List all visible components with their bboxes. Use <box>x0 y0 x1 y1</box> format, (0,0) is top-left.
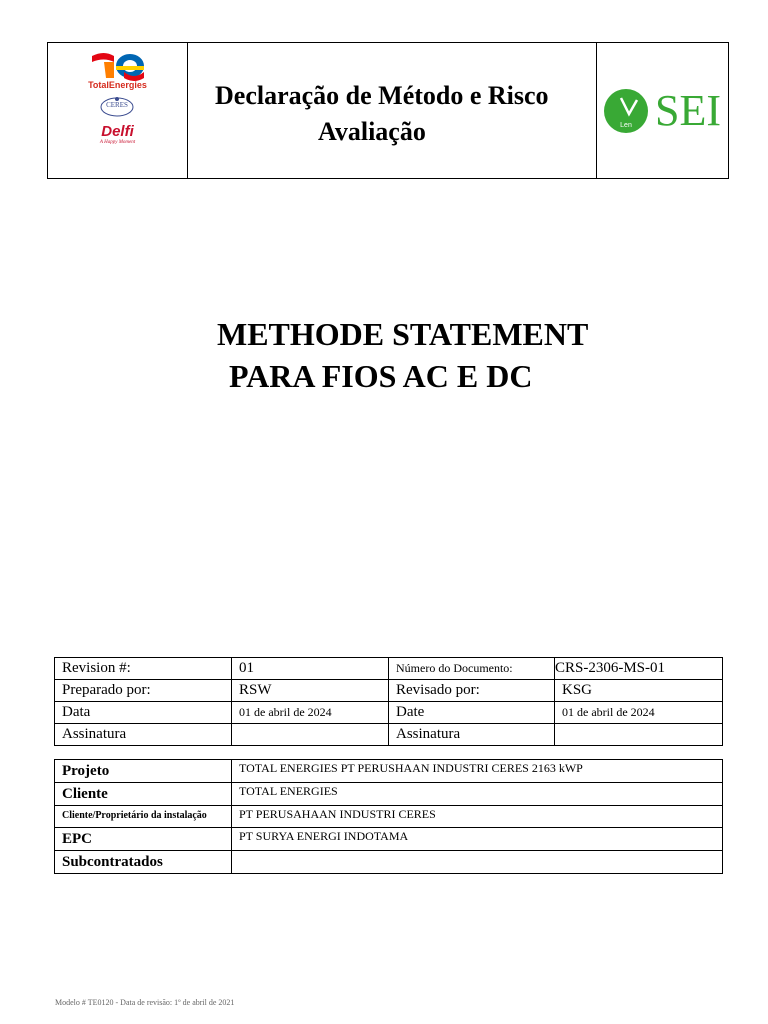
review-date-label: Date <box>389 702 555 724</box>
prepared-by-label: Preparado por: <box>55 680 232 702</box>
sei-wordmark: SEI <box>655 86 721 135</box>
table-row <box>55 658 723 680</box>
owner-label: Cliente/Proprietário da instalação <box>55 806 232 828</box>
reviewed-by-value: KSG <box>555 680 723 702</box>
table-row <box>55 828 723 851</box>
signature-label: Assinatura <box>55 724 232 746</box>
len-logo-icon <box>603 88 649 134</box>
prepared-by-value: RSW <box>232 680 389 702</box>
main-title-line2: PARA FIOS AC E DC <box>229 358 533 394</box>
main-title-line1: METHODE STATEMENT <box>217 316 589 352</box>
contractor-logo-cell <box>596 43 728 178</box>
review-date-value: 01 de abril de 2024 <box>555 702 723 724</box>
header-title-cell <box>188 43 596 178</box>
document-number-label: Número do Documento: <box>389 658 555 680</box>
delfi-tagline: A Happy Moment <box>99 140 136 145</box>
len-logo-text: Len <box>620 122 632 129</box>
document-header <box>47 42 729 179</box>
project-label: Projeto <box>55 760 232 783</box>
subcontractors-value <box>232 851 723 874</box>
subcontractors-label: Subcontratados <box>55 851 232 874</box>
delfi-wordmark: Delfi <box>101 123 134 140</box>
totalenergies-logo-icon <box>84 48 152 82</box>
client-label: Cliente <box>55 783 232 806</box>
document-title-line1: Declaração de Método e Risco <box>215 81 549 110</box>
reviewer-signature-label: Assinatura <box>389 724 555 746</box>
client-logos-cell <box>48 43 188 178</box>
signature-value <box>232 724 389 746</box>
revision-value: 01 <box>232 658 389 680</box>
table-row <box>55 724 723 746</box>
epc-label: EPC <box>55 828 232 851</box>
revision-label: Revision #: <box>55 658 232 680</box>
ceres-wordmark: CERES <box>106 101 128 109</box>
project-value: TOTAL ENERGIES PT PERUSHAAN INDUSTRI CERES 2163 kWP <box>232 760 723 783</box>
totalenergies-wordmark: TotalEnergies <box>88 80 147 90</box>
date-label: Data <box>55 702 232 724</box>
document-number-value: CRS-2306-MS-01 <box>555 658 723 680</box>
client-value: TOTAL ENERGIES <box>232 783 723 806</box>
owner-value: PT PERUSAHAAN INDUSTRI CERES <box>232 806 723 828</box>
date-value: 01 de abril de 2024 <box>232 702 389 724</box>
template-footer: Modelo # TE0120 - Data de revisão: 1º de abril de 2021 <box>55 998 235 1007</box>
revision-table <box>54 657 723 746</box>
table-row <box>55 783 723 806</box>
table-row <box>55 851 723 874</box>
document-title-line2: Avaliação <box>318 117 426 146</box>
table-row <box>55 680 723 702</box>
reviewed-by-label: Revisado por: <box>389 680 555 702</box>
table-row <box>55 806 723 828</box>
table-row <box>55 760 723 783</box>
project-table <box>54 759 723 874</box>
epc-value: PT SURYA ENERGI INDOTAMA <box>232 828 723 851</box>
table-row <box>55 702 723 724</box>
reviewer-signature-value <box>555 724 723 746</box>
